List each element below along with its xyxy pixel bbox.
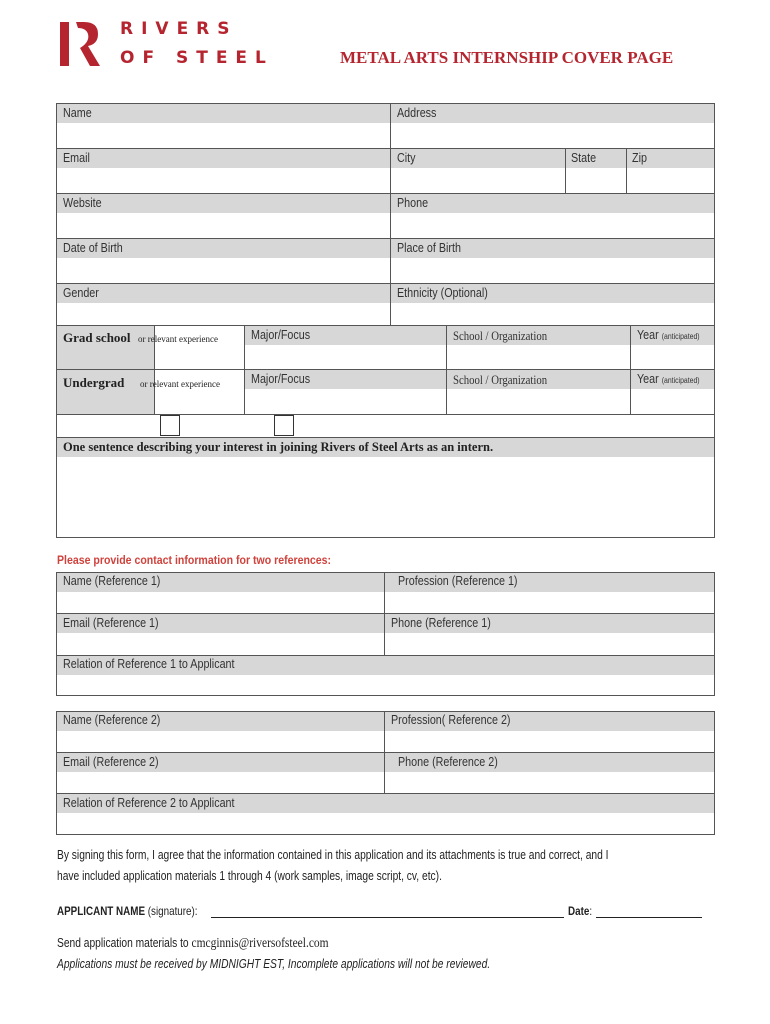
grad-year-field[interactable] [631,346,714,369]
ref2-name-field[interactable] [57,732,384,752]
references-heading: Please provide contact information for two references: [57,553,332,567]
undergrad-label: Undergrad [63,375,125,390]
undergrad-school-org-label: School / Organization [453,373,548,387]
city-label: City [397,151,416,165]
interest-field[interactable] [57,458,714,537]
undergrad-sub: or relevant experience [140,379,220,389]
checkbox-1[interactable] [160,415,180,436]
ref1-profession-label: Profession (Reference 1) [398,574,518,588]
date-line[interactable] [596,917,702,918]
checkbox-2[interactable] [274,415,294,436]
ref1-profession-field[interactable] [385,593,714,613]
undergrad-major-field[interactable] [245,390,446,414]
email-label: Email [63,151,90,165]
rivers-of-steel-logo-icon [58,20,102,68]
email-field[interactable] [57,169,390,193]
ref2-phone-label: Phone (Reference 2) [398,755,498,769]
address-field[interactable] [391,124,714,148]
contact-email-link[interactable]: cmcginnis@riversofsteel.com [191,936,329,951]
grad-school-label: Grad school [63,330,131,345]
send-materials-text: Send application materials to cmcginnis@riversofsteel.com [57,936,329,951]
ref2-profession-field[interactable] [385,732,714,752]
website-field[interactable] [57,214,390,238]
ref1-email-field[interactable] [57,634,384,655]
undergrad-year-field[interactable] [631,390,714,414]
grad-school-field[interactable] [447,346,630,369]
name-label: Name [63,106,92,120]
interest-label: One sentence describing your interest in joining Rivers of Steel Arts as an intern. [63,440,494,454]
state-field[interactable] [566,169,626,193]
zip-field[interactable] [627,169,714,193]
ref1-relation-field[interactable] [57,676,714,695]
dob-label: Date of Birth [63,241,123,255]
pob-label: Place of Birth [397,241,461,255]
address-label: Address [397,106,437,120]
ref2-relation-label: Relation of Reference 2 to Applicant [63,796,235,810]
ref2-name-label: Name (Reference 2) [63,713,161,727]
ref1-phone-label: Phone (Reference 1) [391,616,491,630]
zip-label: Zip [632,151,647,165]
city-field[interactable] [391,169,565,193]
phone-label: Phone [397,196,429,210]
date-label: Date: [568,904,593,918]
ref1-phone-field[interactable] [385,634,714,655]
state-label: State [571,151,597,165]
grad-major-label: Major/Focus [251,328,311,342]
grad-school-sub: or relevant experience [138,334,218,344]
ref2-email-label: Email (Reference 2) [63,755,159,769]
ref2-profession-label: Profession( Reference 2) [391,713,511,727]
agreement-line-2: have included application materials 1 through 4 (work samples, image script, cv, etc). [57,869,442,883]
page-title: METAL ARTS INTERNSHIP COVER PAGE [340,48,674,67]
ref1-email-label: Email (Reference 1) [63,616,159,630]
gender-label: Gender [63,286,99,300]
dob-field[interactable] [57,259,390,283]
website-label: Website [63,196,102,210]
signature-line[interactable] [211,917,564,918]
signature-label: APPLICANT NAME (signature): [57,904,198,918]
undergrad-year-label: Year (anticipated) [637,372,700,386]
grad-year-label: Year (anticipated) [637,328,700,342]
undergrad-school-field[interactable] [447,390,630,414]
brand-line1: RIVERS [120,19,238,39]
brand-line2: OF STEEL [120,48,274,68]
ethnicity-field[interactable] [391,304,714,325]
pob-field[interactable] [391,259,714,283]
deadline-note: Applications must be received by MIDNIGHT EST, Incomplete applications will not be reviewed. [57,957,491,971]
ethnicity-label: Ethnicity (Optional) [397,286,488,300]
ref2-phone-field[interactable] [385,773,714,793]
ref1-relation-label: Relation of Reference 1 to Applicant [63,657,235,671]
ref1-name-label: Name (Reference 1) [63,574,161,588]
grad-major-field[interactable] [245,346,446,369]
ref1-name-field[interactable] [57,593,384,613]
phone-field[interactable] [391,214,714,238]
undergrad-major-label: Major/Focus [251,372,311,386]
gender-field[interactable] [57,304,390,325]
agreement-line-1: By signing this form, I agree that the information contained in this application and its attachments is true and correct, and I [57,848,609,862]
ref2-relation-field[interactable] [57,814,714,834]
name-field[interactable] [57,124,390,148]
ref2-email-field[interactable] [57,773,384,793]
grad-school-org-label: School / Organization [453,329,548,343]
